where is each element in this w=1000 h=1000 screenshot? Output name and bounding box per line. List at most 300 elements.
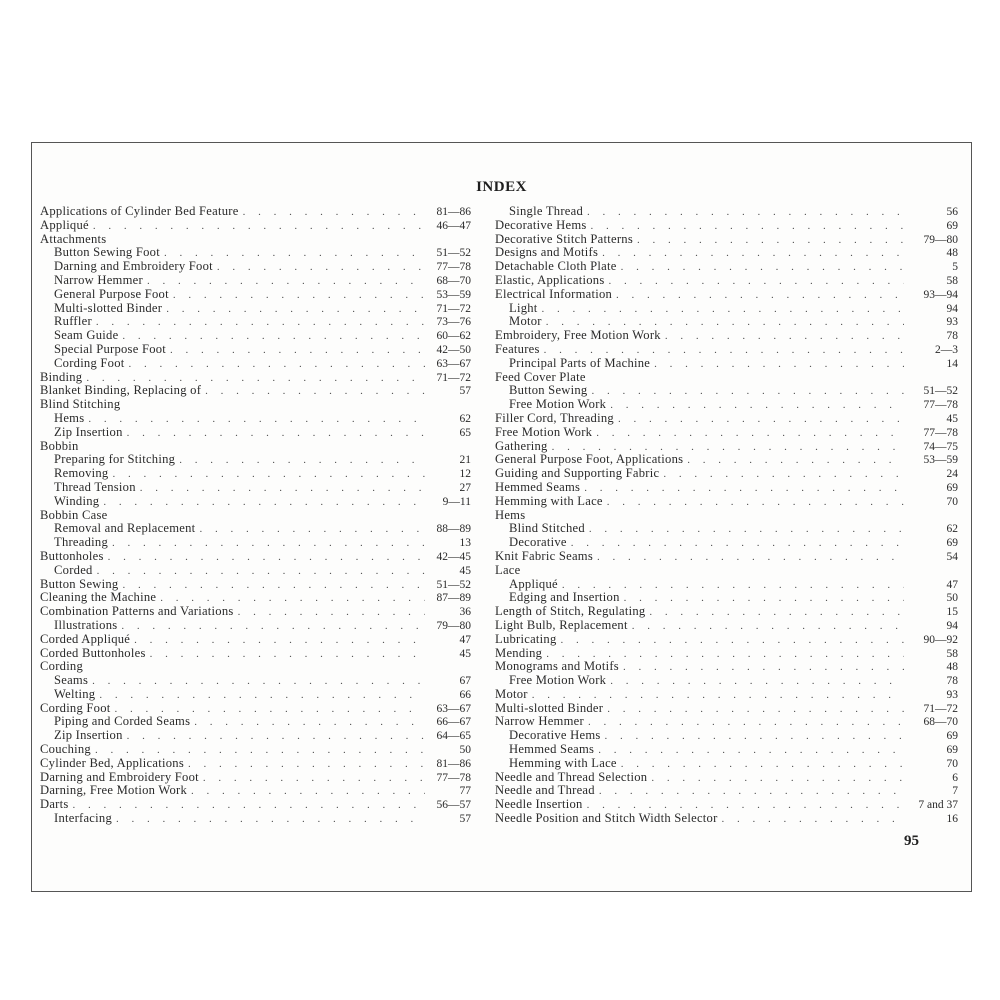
index-entry-pages: 69 xyxy=(946,481,958,494)
index-entry-label: Needle and Thread xyxy=(495,783,595,798)
index-entry-pages: 71—72 xyxy=(436,302,471,315)
index-entry-pages: 71—72 xyxy=(923,702,958,715)
dot-leader xyxy=(594,744,904,758)
index-entry xyxy=(495,453,958,467)
dot-leader xyxy=(108,537,425,551)
index-entry-pages: 27 xyxy=(459,481,471,494)
dot-leader xyxy=(585,523,904,537)
index-entry-label: Gathering xyxy=(495,438,548,453)
dot-leader xyxy=(633,234,904,248)
index-entry-label: Needle Insertion xyxy=(495,797,583,812)
index-entry xyxy=(40,771,471,785)
index-entry xyxy=(40,481,471,495)
index-entry-label: Appliqué xyxy=(40,217,89,232)
index-entry-label: Hemming with Lace xyxy=(495,493,603,508)
dot-leader xyxy=(583,206,904,220)
index-entry-label: Button Sewing xyxy=(40,576,119,591)
index-entry-pages: 78 xyxy=(946,675,958,688)
index-entry xyxy=(40,578,471,592)
index-entry-pages: 65 xyxy=(459,426,471,439)
dot-leader xyxy=(69,799,425,813)
index-entry xyxy=(40,260,471,274)
dot-leader xyxy=(650,358,904,372)
index-entry-pages: 9—11 xyxy=(442,495,471,508)
dot-leader xyxy=(557,634,904,648)
index-entry-pages: 58 xyxy=(946,274,958,287)
index-entry-pages: 45 xyxy=(459,647,471,660)
index-entry-pages: 68—70 xyxy=(436,274,471,287)
dot-leader xyxy=(567,537,904,551)
index-entry-pages: 36 xyxy=(459,606,471,619)
index-entry-label: Lace xyxy=(495,562,521,577)
dot-leader xyxy=(645,606,904,620)
index-entry xyxy=(40,688,471,702)
index-entry-label: Needle and Thread Selection xyxy=(495,769,648,784)
index-entry xyxy=(495,357,958,371)
index-entry-label: Hemmed Seams xyxy=(495,479,581,494)
index-entry-label: Winding xyxy=(54,493,100,508)
index-entry xyxy=(495,440,958,454)
index-entry-label: Motor xyxy=(495,686,528,701)
page-title: INDEX xyxy=(476,179,527,195)
index-entry-label: Combination Patterns and Variations xyxy=(40,604,234,619)
index-entry-pages: 7 and 37 xyxy=(918,799,958,812)
index-entry-label: Seam Guide xyxy=(54,328,119,343)
index-entry-label: Darts xyxy=(40,797,69,812)
index-entry-label: Edging and Insertion xyxy=(509,590,620,605)
index-entry xyxy=(495,660,958,674)
dot-leader xyxy=(199,772,425,786)
dot-leader xyxy=(118,579,425,593)
index-entry-pages: 71—72 xyxy=(436,371,471,384)
index-entry-pages: 69 xyxy=(946,730,958,743)
index-entry xyxy=(495,509,958,523)
index-entry xyxy=(495,619,958,633)
index-entry-label: Illustrations xyxy=(54,617,118,632)
index-entry-label: General Purpose Foot xyxy=(54,286,169,301)
index-entry-pages: 53—59 xyxy=(923,454,958,467)
index-entry-label: Special Purpose Foot xyxy=(54,341,167,356)
dot-leader xyxy=(89,220,425,234)
index-entry-pages: 66—67 xyxy=(436,716,471,729)
index-entry-label: Hemmed Seams xyxy=(509,742,595,757)
index-entry-pages: 16 xyxy=(946,813,958,826)
index-entry xyxy=(495,219,958,233)
index-entry-pages: 63—67 xyxy=(436,357,471,370)
index-entry xyxy=(40,550,471,564)
index-entry-label: General Purpose Foot, Applications xyxy=(495,452,684,467)
index-entry xyxy=(495,412,958,426)
index-entry-pages: 93—94 xyxy=(923,288,958,301)
index-entry-label: Single Thread xyxy=(509,204,584,218)
index-entry xyxy=(495,605,958,619)
index-entry xyxy=(495,798,958,812)
dot-leader xyxy=(619,661,904,675)
index-entry xyxy=(40,371,471,385)
dot-leader xyxy=(92,316,425,330)
index-entry-label: Couching xyxy=(40,742,91,757)
index-entry xyxy=(40,288,471,302)
index-entry xyxy=(495,674,958,688)
index-entry xyxy=(40,757,471,771)
dot-leader xyxy=(213,261,425,275)
index-entry-label: Decorative Hems xyxy=(495,217,587,232)
index-entry xyxy=(495,536,958,550)
index-entry xyxy=(40,302,471,316)
index-entry-label: Cording xyxy=(40,659,84,674)
index-entry-label: Zip Insertion xyxy=(54,728,123,743)
index-entry xyxy=(495,384,958,398)
index-entry xyxy=(495,315,958,329)
dot-leader xyxy=(628,620,904,634)
dot-leader xyxy=(593,551,904,565)
index-entry-label: Decorative xyxy=(509,535,567,550)
index-entry xyxy=(495,467,958,481)
index-entry xyxy=(495,757,958,771)
index-entry-label: Welting xyxy=(54,686,96,701)
index-entry xyxy=(40,453,471,467)
index-entry xyxy=(495,274,958,288)
index-entry-label: Removing xyxy=(54,466,109,481)
dot-leader xyxy=(718,813,904,827)
dot-leader xyxy=(99,496,425,510)
dot-leader xyxy=(584,716,904,730)
index-entry-pages: 51—52 xyxy=(436,578,471,591)
dot-leader xyxy=(239,206,425,220)
index-entry xyxy=(40,384,471,398)
index-entry-label: Corded Appliqué xyxy=(40,631,131,646)
index-entry-label: Elastic, Applications xyxy=(495,272,605,287)
dot-leader xyxy=(614,413,904,427)
dot-leader xyxy=(187,785,425,799)
index-entry xyxy=(40,274,471,288)
dot-leader xyxy=(162,303,425,317)
index-entry-pages: 62 xyxy=(459,412,471,425)
index-entry xyxy=(495,784,958,798)
index-entry-pages: 79—80 xyxy=(923,233,958,246)
index-entry-pages: 60—62 xyxy=(436,330,471,343)
index-entry xyxy=(495,398,958,412)
index-entry-pages: 5 xyxy=(952,261,958,274)
index-entry-pages: 77—78 xyxy=(436,261,471,274)
index-entry-pages: 69 xyxy=(946,744,958,757)
index-entry xyxy=(40,591,471,605)
index-entry xyxy=(40,743,471,757)
index-entry-pages: 77—78 xyxy=(923,426,958,439)
index-entry-label: Darning and Embroidery Foot xyxy=(40,769,199,784)
index-entry-label: Darning and Embroidery Foot xyxy=(54,259,213,274)
index-entry xyxy=(495,550,958,564)
index-entry xyxy=(495,729,958,743)
index-entry-pages: 63—67 xyxy=(436,702,471,715)
index-entry xyxy=(40,647,471,661)
index-entry-pages: 45 xyxy=(459,564,471,577)
index-entry-label: Features xyxy=(495,341,540,356)
index-entry xyxy=(495,522,958,536)
index-entry-label: Buttonholes xyxy=(40,548,104,563)
index-entry-label: Hems xyxy=(495,507,526,522)
index-entry-pages: 50 xyxy=(946,592,958,605)
index-entry xyxy=(40,536,471,550)
index-entry-pages: 2—3 xyxy=(935,343,958,356)
index-entry xyxy=(495,743,958,757)
index-entry-pages: 46—47 xyxy=(436,219,471,232)
index-entry xyxy=(40,660,471,674)
index-entry xyxy=(495,578,958,592)
index-entry-pages: 67 xyxy=(459,675,471,688)
index-entry-label: Filler Cord, Threading xyxy=(495,410,614,425)
index-entry xyxy=(40,729,471,743)
dot-leader xyxy=(234,606,425,620)
dot-leader xyxy=(130,634,425,648)
index-entry xyxy=(495,481,958,495)
index-entry xyxy=(495,329,958,343)
index-entry-pages: 47 xyxy=(459,633,471,646)
index-entry-pages: 62 xyxy=(946,523,958,536)
index-entry-pages: 77—78 xyxy=(923,399,958,412)
index-entry-pages: 56 xyxy=(946,206,958,218)
index-entry-label: Multi-slotted Binder xyxy=(495,700,604,715)
index-entry xyxy=(40,426,471,440)
index-entry xyxy=(495,371,958,385)
index-entry-pages: 79—80 xyxy=(436,619,471,632)
index-entry-pages: 42—50 xyxy=(436,343,471,356)
index-entry-label: Corded Buttonholes xyxy=(40,645,146,660)
index-entry xyxy=(40,619,471,633)
index-entry-pages: 51—52 xyxy=(923,385,958,398)
index-entry-pages: 81—86 xyxy=(436,757,471,770)
index-entry-label: Detachable Cloth Plate xyxy=(495,259,617,274)
dot-leader xyxy=(683,454,904,468)
dot-leader xyxy=(93,565,425,579)
index-entry-label: Principal Parts of Machine xyxy=(509,355,651,370)
index-entry xyxy=(40,633,471,647)
index-entry-pages: 54 xyxy=(946,550,958,563)
index-entry-pages: 12 xyxy=(459,468,471,481)
index-entry-pages: 70 xyxy=(946,757,958,770)
index-entry-pages: 64—65 xyxy=(436,730,471,743)
dot-leader xyxy=(661,330,904,344)
dot-leader xyxy=(603,496,904,510)
dot-leader xyxy=(580,482,904,496)
index-entry xyxy=(495,343,958,357)
index-entry-label: Decorative Stitch Patterns xyxy=(495,231,633,246)
index-entry-pages: 66 xyxy=(459,688,471,701)
index-entry-label: Free Motion Work xyxy=(495,424,593,439)
index-entry-label: Interfacing xyxy=(54,811,112,826)
dot-leader xyxy=(169,289,425,303)
index-entry-label: Darning, Free Motion Work xyxy=(40,783,188,798)
index-entry xyxy=(495,688,958,702)
dot-leader xyxy=(587,220,904,234)
dot-leader xyxy=(617,261,904,275)
index-entry-label: Blind Stitched xyxy=(509,521,585,536)
dot-leader xyxy=(538,303,904,317)
index-entry-label: Mending xyxy=(495,645,543,660)
index-entry-label: Hems xyxy=(54,410,85,425)
dot-leader xyxy=(136,482,425,496)
index-entry-label: Lubricating xyxy=(495,631,557,646)
dot-leader xyxy=(603,703,904,717)
index-entry xyxy=(495,715,958,729)
dot-leader xyxy=(125,358,425,372)
dot-leader xyxy=(659,468,904,482)
index-entry-pages: 48 xyxy=(946,247,958,260)
index-entry xyxy=(40,605,471,619)
index-entry xyxy=(40,398,471,412)
index-entry-pages: 7 xyxy=(952,785,958,798)
dot-leader xyxy=(104,551,425,565)
index-entry-pages: 94 xyxy=(946,302,958,315)
index-entry xyxy=(40,246,471,260)
index-entry-label: Light xyxy=(509,300,538,315)
index-entry xyxy=(495,771,958,785)
index-entry xyxy=(40,412,471,426)
dot-leader xyxy=(647,772,904,786)
index-entry xyxy=(495,633,958,647)
index-entry-label: Needle Position and Stitch Width Selector xyxy=(495,811,718,826)
dot-leader xyxy=(195,523,425,537)
index-entry xyxy=(40,495,471,509)
index-entry-label: Hemming with Lace xyxy=(509,755,617,770)
index-entry-pages: 14 xyxy=(946,357,958,370)
dot-leader xyxy=(595,785,904,799)
dot-leader xyxy=(108,468,425,482)
dot-leader xyxy=(190,716,425,730)
index-entry-label: Ruffler xyxy=(54,314,92,329)
index-entry xyxy=(40,522,471,536)
index-entry-label: Blind Stitching xyxy=(40,397,121,412)
index-page xyxy=(31,142,972,892)
dot-leader xyxy=(143,275,425,289)
index-entry xyxy=(40,315,471,329)
index-entry xyxy=(495,233,958,247)
dot-leader xyxy=(117,620,425,634)
index-entry-label: Narrow Hemmer xyxy=(54,272,143,287)
index-entry xyxy=(495,302,958,316)
index-entry-label: Cleaning the Machine xyxy=(40,590,157,605)
dot-leader xyxy=(184,758,425,772)
index-entry xyxy=(495,495,958,509)
index-entry-pages: 88—89 xyxy=(436,523,471,536)
index-entry-label: Free Motion Work xyxy=(509,397,607,412)
index-entry-label: Cording Foot xyxy=(40,700,111,715)
index-entry-label: Embroidery, Free Motion Work xyxy=(495,328,661,343)
dot-leader xyxy=(604,275,904,289)
index-entry-label: Binding xyxy=(40,369,83,384)
index-entry xyxy=(40,812,471,826)
index-entry-label: Threading xyxy=(54,535,109,550)
index-entry xyxy=(40,467,471,481)
index-entry-label: Multi-slotted Binder xyxy=(54,300,163,315)
index-entry-label: Length of Stitch, Regulating xyxy=(495,604,646,619)
dot-leader xyxy=(201,385,425,399)
index-entry-pages: 53—59 xyxy=(436,288,471,301)
dot-leader xyxy=(598,247,904,261)
index-entry xyxy=(495,260,958,274)
index-entry-pages: 68—70 xyxy=(923,716,958,729)
index-entry-label: Piping and Corded Seams xyxy=(54,714,191,729)
dot-leader xyxy=(146,648,425,662)
index-entry xyxy=(495,647,958,661)
index-entry-label: Removal and Replacement xyxy=(54,521,196,536)
index-entry-pages: 42—45 xyxy=(436,550,471,563)
index-entry-pages: 77—78 xyxy=(436,771,471,784)
index-entry-pages: 21 xyxy=(459,454,471,467)
index-entry xyxy=(40,674,471,688)
index-entry-label: Seams xyxy=(54,673,89,688)
index-entry xyxy=(40,564,471,578)
dot-leader xyxy=(95,689,425,703)
index-entry-label: Attachments xyxy=(40,231,107,246)
index-entry-pages: 45 xyxy=(946,412,958,425)
index-entry-label: Designs and Motifs xyxy=(495,245,599,260)
dot-leader xyxy=(88,675,425,689)
dot-leader xyxy=(587,385,904,399)
dot-leader xyxy=(166,344,425,358)
index-entry-pages: 74—75 xyxy=(923,440,958,453)
index-entry-label: Free Motion Work xyxy=(509,673,607,688)
index-entry-label: Knit Fabric Seams xyxy=(495,548,593,563)
dot-leader xyxy=(123,427,425,441)
index-entry xyxy=(40,715,471,729)
dot-leader xyxy=(620,592,904,606)
index-entry xyxy=(40,329,471,343)
index-entry-label: Decorative Hems xyxy=(509,728,601,743)
index-column-left xyxy=(40,205,471,826)
index-entry-label: Button Sewing xyxy=(509,383,588,398)
index-entry-label: Bobbin xyxy=(40,438,79,453)
index-entry-pages: 57 xyxy=(459,385,471,398)
index-entry-pages: 90—92 xyxy=(923,633,958,646)
index-entry-label: Monograms and Motifs xyxy=(495,659,619,674)
index-entry xyxy=(40,233,471,247)
index-entry-pages: 69 xyxy=(946,537,958,550)
index-entry-pages: 13 xyxy=(459,537,471,550)
index-entry xyxy=(495,702,958,716)
index-entry xyxy=(40,509,471,523)
index-entry-label: Light Bulb, Replacement xyxy=(495,617,628,632)
index-entry-label: Motor xyxy=(509,314,542,329)
index-entry-label: Blanket Binding, Replacing of xyxy=(40,383,202,398)
dot-leader xyxy=(84,413,425,427)
index-entry xyxy=(40,784,471,798)
index-entry xyxy=(40,702,471,716)
index-entry-pages: 77 xyxy=(459,785,471,798)
index-entry xyxy=(40,343,471,357)
dot-leader xyxy=(592,427,904,441)
index-entry xyxy=(40,357,471,371)
index-entry-pages: 24 xyxy=(946,468,958,481)
index-entry-pages: 48 xyxy=(946,661,958,674)
index-entry xyxy=(495,591,958,605)
index-entry xyxy=(40,440,471,454)
index-entry-pages: 47 xyxy=(946,578,958,591)
index-entry-label: Electrical Information xyxy=(495,286,613,301)
dot-leader xyxy=(123,730,425,744)
index-entry-pages: 78 xyxy=(946,330,958,343)
dot-leader xyxy=(617,758,904,772)
index-entry-label: Preparing for Stitching xyxy=(54,452,176,467)
index-entry-pages: 93 xyxy=(946,688,958,701)
dot-leader xyxy=(601,730,904,744)
index-entry-pages: 70 xyxy=(946,495,958,508)
index-column-right xyxy=(495,205,958,826)
index-entry-pages: 58 xyxy=(946,647,958,660)
index-entry xyxy=(495,288,958,302)
index-entry-pages: 93 xyxy=(946,316,958,329)
index-entry-pages: 6 xyxy=(952,771,958,784)
